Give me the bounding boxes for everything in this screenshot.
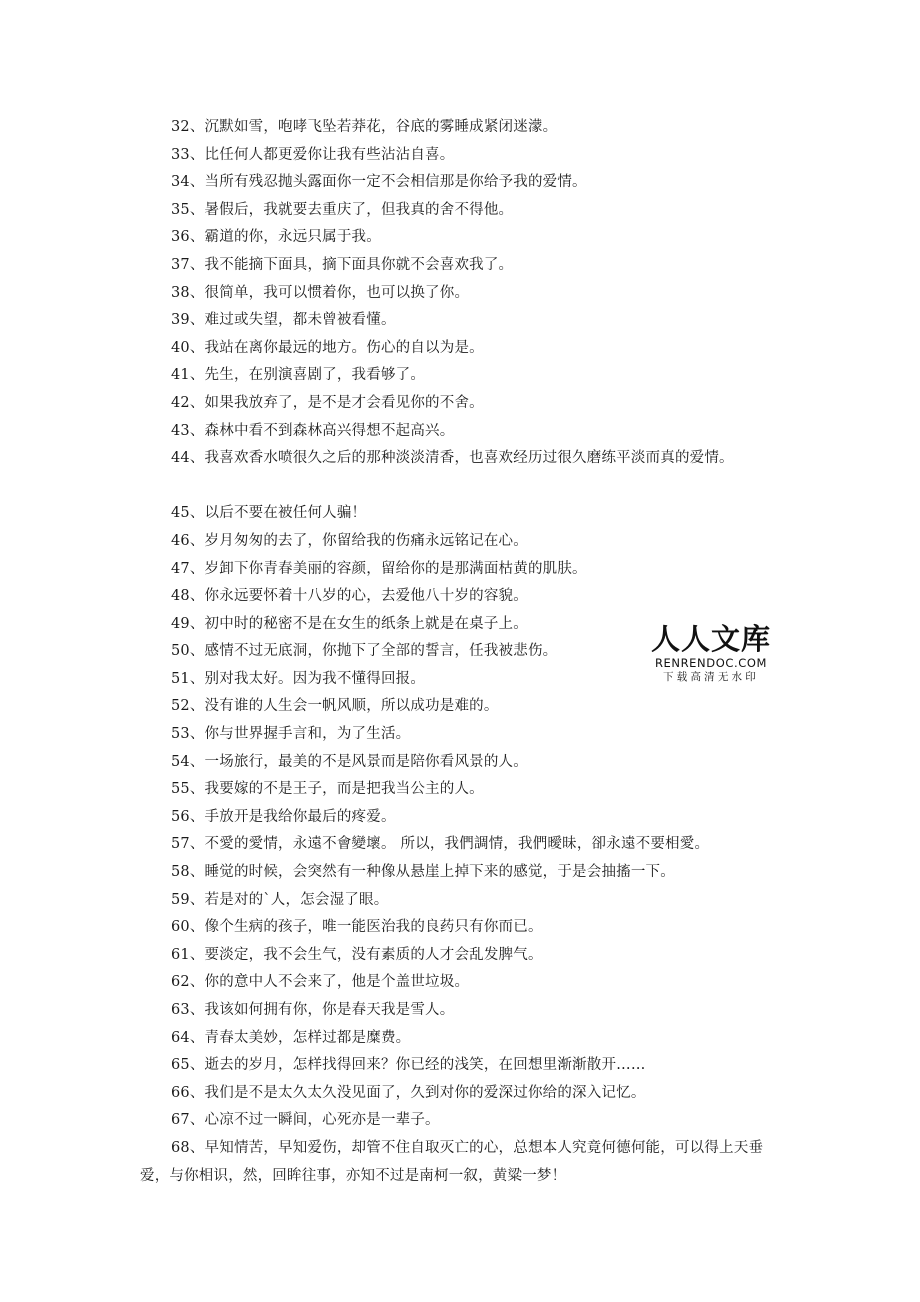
text-line: 60、像个生病的孩子，唯一能医治我的良药只有你而已。 [171,919,543,936]
text-line: 40、我站在离你最远的地方。伤心的自以为是。 [171,339,484,356]
text-line: 53、你与世界握手言和，为了生活。 [171,726,411,743]
text-line: 67、心凉不过一瞬间，心死亦是一辈子。 [171,1112,440,1129]
text-line: 56、手放开是我给你最后的疼爱。 [171,808,396,825]
text-line: 50、感情不过无底洞，你抛下了全部的誓言，任我被悲伤。 [171,643,558,660]
text-line: 33、比任何人都更爱你让我有些沾沾自喜。 [171,146,455,163]
text-line: 35、暑假后，我就要去重庆了，但我真的舍不得他。 [171,201,514,218]
text-line: 62、你的意中人不会来了，他是个盖世垃圾。 [171,974,470,991]
text-line: 32、沉默如雪，咆哮飞坠若莽花，谷底的雾睡成紧闭迷濛。 [171,119,558,135]
text-line: 49、初中时的秘密不是在女生的纸条上就是在桌子上。 [171,615,528,632]
text-line: 55、我要嫁的不是王子，而是把我当公主的人。 [171,781,484,798]
line-group-a [140,114,800,473]
text-line: 39、难过或失望，都未曾被看懂。 [171,312,396,329]
text-line: 57、不愛的愛情，永遠不會變壞。 所以，我們調情，我們曖昧，卻永遠不要相愛。 [171,836,710,853]
text-line: 61、要淡定，我不会生气，没有素质的人才会乱发脾气。 [171,946,543,963]
text-line: 44、我喜欢香水喷很久之后的那种淡淡清香，也喜欢经历过很久磨练平淡而真的爱情。 [171,450,734,467]
text-line: 43、森林中看不到森林高兴得想不起高兴。 [171,422,455,439]
watermark-domain: RENRENDOC.COM [654,656,768,670]
text-line: 45、以后不要在被任何人骗！ [171,505,367,522]
watermark-subtitle: 下载高清无水印 [663,671,759,683]
text-line: 42、如果我放弃了，是不是才会看见你的不舍。 [171,394,484,411]
text-line: 48、你永远要怀着十八岁的心，去爱他八十岁的容貌。 [171,588,528,605]
text-line: 34、当所有残忍抛头露面你一定不会相信那是你给予我的爱情。 [171,174,587,191]
line-group-b [140,500,800,1135]
paragraph-gap [140,473,800,501]
text-line: 63、我该如何拥有你，你是春天我是雪人。 [171,1002,455,1018]
watermark-title: 人人文库 [650,622,771,656]
text-line: 64、青春太美妙，怎样过都是糜费。 [171,1029,411,1046]
watermark [646,622,776,684]
text-line: 59、若是对的`人，怎会湿了眼。 [171,891,389,908]
text-line: 37、我不能摘下面具，摘下面具你就不会喜欢我了。 [171,256,514,273]
text-line: 38、很简单，我可以惯着你，也可以换了你。 [171,284,470,301]
text-line: 36、霸道的你，永远只属于我。 [171,229,381,246]
text-line: 47、岁卸下你青春美丽的容颜，留给你的是那满面枯黄的肌肤。 [171,560,587,577]
text-line: 54、一场旅行，最美的不是风景而是陪你看风景的人。 [171,753,528,770]
text-line: 58、睡觉的时候，会突然有一种像从悬崖上掉下来的感觉，于是会抽搐一下。 [171,864,675,881]
text-line: 51、别对我太好。因为我不懂得回报。 [171,670,426,687]
text-line: 41、先生，在别演喜剧了，我看够了。 [171,367,426,384]
last-paragraph: 68、早知情苦，早知爱伤，却管不住自取灭亡的心，总想本人究竟何德何能，可以得上天垂爱，与你相识，然，回眸往事，亦知不过是南柯一叙，黄粱一梦！ [140,1139,764,1184]
text-line: 52、没有谁的人生会一帆风顺，所以成功是难的。 [171,698,499,715]
text-line: 65、逝去的岁月，怎样找得回来？你已经的浅笑，在回想里渐渐散开…… [171,1057,646,1074]
text-line: 46、岁月匆匆的去了，你留给我的伤痛永远铭记在心。 [171,532,528,549]
text-line: 66、我们是不是太久太久没见面了，久到对你的爱深过你给的深入记忆。 [171,1084,646,1101]
